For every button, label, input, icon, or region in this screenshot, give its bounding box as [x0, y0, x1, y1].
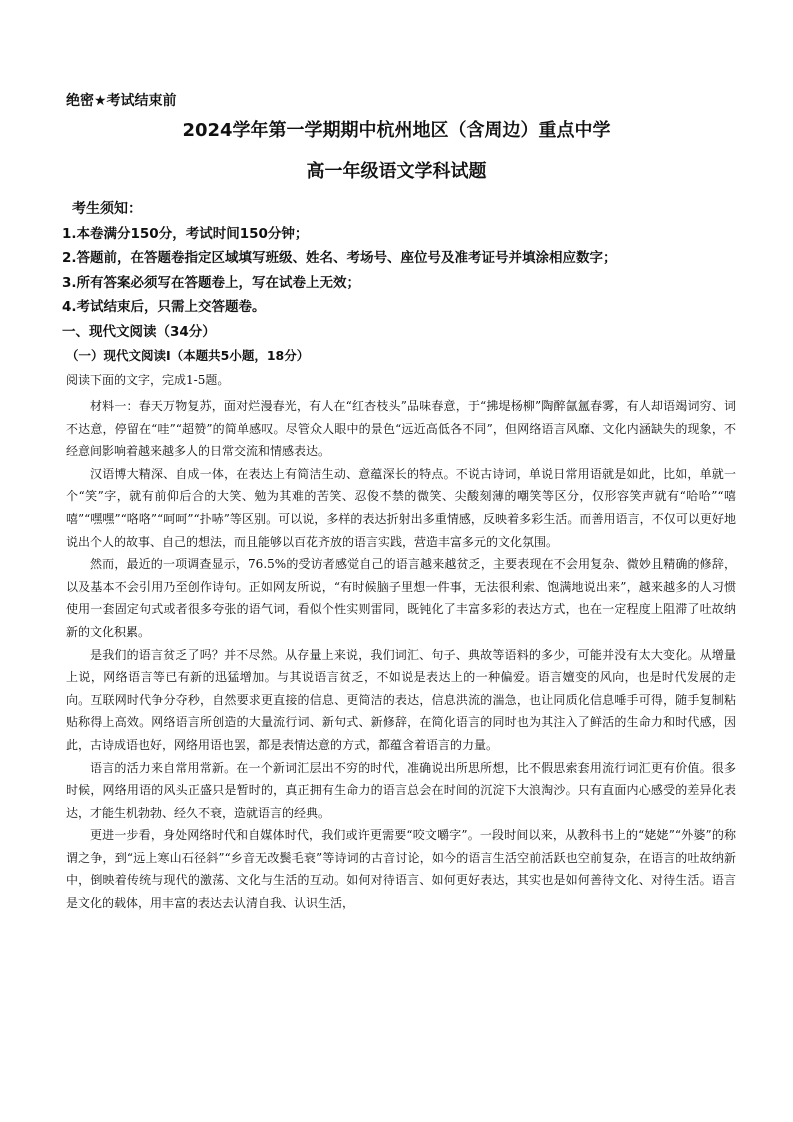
reading-passage [66, 395, 736, 915]
notice-heading: 考生须知： [72, 201, 142, 217]
reading-instruction: 阅读下面的文字，完成1-5题。 [66, 373, 230, 387]
notice-item: 1.本卷满分150分，考试时间150分钟； [62, 226, 309, 242]
notice-item: 3.所有答案必须写在答题卷上，写在试卷上无效； [62, 274, 361, 291]
notice-list [62, 222, 742, 319]
notice-item: 4.考试结束后，只需上交答题卷。 [62, 298, 266, 315]
passage-paragraph: 然而，最近的一项调查显示，76.5%的受访者感觉自己的语言越来越贫乏，主要表现在不会用复杂、微妙且精确的修辞，以及基本不会引用乃至创作诗句。正如网友所说，“有时候脑子里想一件事，无法很利索、饱满地说出来”，越来越多的人习惯使用一套固定句式或者很多夸张的语气词，看似个性实则雷同，既钝化了丰富多彩的表达方式，也在一定程度上阻滞了吐故纳新的文化积累。 [66, 557, 736, 639]
passage-paragraph: 语言的活力来自常用常新。在一个新词汇层出不穷的时代，准确说出所思所想，比不假思索套用流行词汇更有价值。很多时候，网络用语的风头正盛只是暂时的，真正拥有生命力的语言总会在时间的沉淀下大浪淘沙。只有直面内心感受的差异化表达，才能生机勃勃、经久不衰，造就语言的经典。 [66, 760, 736, 820]
subsection-title: （一）现代文阅读Ⅰ（本题共5小题，18分） [66, 348, 310, 363]
exam-title: 2024学年第一学期期中杭州地区（含周边）重点中学 [182, 120, 611, 141]
passage-paragraph: 汉语博大精深、自成一体，在表达上有简洁生动、意蕴深长的特点。不说古诗词，单说日常用语就是如此，比如，单就一个“笑”字，就有前仰后合的大笑、勉为其难的苦笑、忍俊不禁的微笑、尖酸刻薄的嘲笑等区分，仅形容笑声就有“哈哈”“嘻嘻”“嘿嘿”“咯咯”“呵呵”“扑哧”等区别。可以说，多样的表达折射出多重情感，反映着多彩生活。而善用语言，不仅可以更好地说出个人的故事、自己的想法，而且能够以百花齐放的语言实践，营造丰富多元的文化氛围。 [66, 466, 736, 549]
notice-item: 2.答题前，在答题卷指定区域填写班级、姓名、考场号、座位号及准考证号并填涂相应数字； [62, 250, 617, 267]
confidential-label: 绝密★考试结束前 [66, 93, 177, 109]
section-title: 一、现代文阅读（34分） [62, 324, 216, 340]
passage-paragraph: 是我们的语言贫乏了吗？并不尽然。从存量上来说，我们词汇、句子、典故等语料的多少，可能并没有太大变化。从增量上说，网络语言等已有新的迅猛增加。与其说语言贫乏，不如说是表达上的一种偏爱。语言嬗变的风向，也是时代发展的走向。互联网时代争分夺秒，自然要求更直接的信息、更简洁的表达，信息洪流的湍急，也让同质化信息唾手可得，随手复制粘贴称得上高效。网络语言所创造的大量流行词、新句式、新修辞，在简化语言的同时也为其注入了鲜活的生命力和时代感，因此，古诗成语也好，网络用语也罢，都是表情达意的方式，都蕴含着语言的力量。 [66, 647, 736, 752]
exam-subtitle: 高一年级语文学科试题 [306, 161, 487, 182]
passage-paragraph: 更进一步看，身处网络时代和自媒体时代，我们或许更需要“咬文嚼字”。一段时间以来，从教科书上的“姥姥”“外婆”的称谓之争，到“远上寒山石径斜”“乡音无改鬓毛衰”等诗词的古音讨论，如今的语言生活空前活跃也空前复杂，在语言的吐故纳新中，倒映着传统与现代的激荡、文化与生活的互动。如何对待语言、如何更好表达，其实也是如何善待文化、对待生活。语言是文化的载体，用丰富的表达去认清自我、认识生活， [66, 828, 736, 911]
passage-paragraph: 材料一：春天万物复苏，面对烂漫春光，有人在“红杏枝头”品味春意，于“拂堤杨柳”陶醉氤氲春雾，有人却语竭词穷、词不达意，停留在“哇”“超赞”的简单感叹。尽管众人眼中的景色“远近高低各不同”，但网络语言风靡、文化内涵缺失的现象，不经意间影响着越来越多人的日常交流和情感表达。 [66, 399, 736, 459]
